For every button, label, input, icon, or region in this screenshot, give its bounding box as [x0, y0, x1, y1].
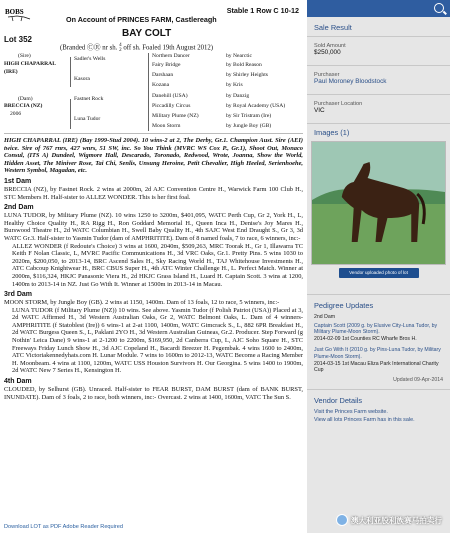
stable-location: Stable 1 Row C 10-12 [226, 6, 299, 15]
third-dam-heading: 3rd Dam [4, 291, 33, 299]
catalogue-header [4, 3, 303, 53]
svg-text:BOBS: BOBS [5, 8, 24, 16]
sidebar [307, 0, 450, 533]
vendor-photo-button[interactable]: Vendor uploaded photo of lot [339, 268, 419, 278]
vendor-account: On Account of PRINCES FARM, Castlereagh [66, 15, 217, 24]
dam-name: BRECCIA (NZ) [4, 103, 43, 109]
pedigree-table: (Sire) HIGH CHAPARRAL (IRE) (Dam) BRECCIA (NZ) 2006 Sadler's Wells Kasora Fastnet Rock Luna Tudor Northern Dancer Fairy Bridge Darshaan Kozana Danehill (USA) Piccadilly Circus Military Plume (NZ) Moon Storm by Nearctic by Bold Reason by Shirley Heights by Kris by Danzig by Royal Academy (USA) by Sir Tristram (Ire) by Jungle Boy (GB) [4, 53, 303, 134]
second-dam-progeny: ALLEZ WONDER (f Redoute's Choice) 3 wins at 1600, 2040m, $509,263, MRC Toorak H., Gr 1, Illawarra TC Keith F Nolan Classic, L, MVRC Pacific Communications H., 3d VRC Oaks, Gr.1. Pretty Pins. 5 wins 1030 to 2020m, $200,050, to 2013-14, BRC Ascend Sales H., Sky Racing World H., TAJ Whitehouse Investments H., ATC Cabcoup Knightwear H., BRC CBUS Super H., 4th ATC Winter Challenge H., L. Perfect Match. Winner at 2000m, $116,324, HKJC Panasonic Viera H., 2d HKJC Grass Island H., Luard H. Captain Scott. 3 wins at 1200, 1400m to 2013-14 in NZ. Just Go With It. Winner at 1500m in 2013-14 in Macau. [12, 242, 303, 288]
second-dam-heading: 2nd Dam [4, 204, 34, 212]
sire-record: HIGH CHAPARRAL (IRE) (Bay 1999-Stud 2004). 10 wins-2 at 2, The Derby, Gr.1. Champion Aust. Sire (AEI) twice. Sire of 767 rnrs, 427 wnrs, 51 SW, inc. So You Think (MVRC WS Cox P., Gr.1), Shoot Out, Monaco Consul, (ITS A) Dundeel, Wigmore Hall, Descarado, Toronado, Redwood, Wrote, Joanna, Show the World, Hidden Asset, The Miniver Rose, Tai Chi, Senlis, Unsung Heroine, Petit Chevalier, High Heeled, Serienhoehe, Western Symbol, Magadan, etc. [4, 137, 303, 175]
update-captain-scott[interactable]: Captain Scott (2009 g. by Elusive City-Luna Tudor, by Military Plume-Moon Storm). [314, 322, 438, 336]
horse-title: BAY COLT [122, 28, 172, 39]
download-pdf-link[interactable]: Download LOT as PDF Adobe Reader Required [4, 524, 127, 530]
second-dam-text: LUNA TUDOR, by Military Plume (NZ). 10 wins 1250 to 3200m, $401,095, WATC Perth Cup, Gr 2, York H., L, Healthy Choice Quality H., RA Rigg H., Ron Goddard Memorial H., Queen Inca H., Denise's Joy Mares H., Burswood Theatre H., 2d WATC Columbian H., Swell Baby Quality H., 4th SAJC West End Draught S., Gr 3, 3d WATC Gr.3. Half-sister to Yasmin Tudor (dam of AMPHRITITE). Dam of 8 named foals, 7 to race, 6 winners, inc:- [4, 212, 303, 242]
search-icon[interactable] [434, 3, 444, 13]
watermark: 澳大利亚股利族赛马拍卖行 [336, 514, 442, 526]
updated-date: Updated 09-Apr-2014 [393, 376, 443, 383]
fourth-dam-text: CLOUDED, by Selhurst (GB). Unraced. Half-sister to FEAR BURST, DAM BURST (dam of BANK BURST, INUNDATE). Dam of 3 foals, 2 to race, both winners, inc:- Overcast. 2 wins at 1400, 1600m, VATC The Sun S. [4, 386, 303, 401]
vendor-lots-link[interactable]: View all lots Princes Farm has in this sale. [314, 416, 415, 423]
sidebar-header-bar [307, 0, 450, 17]
horse-photo-icon [312, 142, 445, 264]
fourth-dam-heading: 4th Dam [4, 378, 32, 386]
first-dam-text: BRECCIA (NZ), by Fastnet Rock. 2 wins at 2000m, 2d AJC Convention Centre H., Warwick Farm 100 Club H., STC Members H. Half-sister to ALLEZ WONDER. This is her first foal. [4, 185, 303, 201]
sire-name: HIGH CHAPARRAL [4, 61, 56, 67]
pedigree-updates-panel: Pedigree Updates 2nd Dam Captain Scott (2009 g. by Elusive City-Luna Tudor, by Military Plume-Moon Storm). 2014-02-09 1st Counties RC Wharfe Bros H. Just Go With It (2010 g. by Pins-Luna Tudor, by Military Plume-Moon Storm). 2014-03-15 1st Macau Eliza Park International Charity Cup Updated 09-Apr-2014 [307, 294, 450, 383]
wechat-icon [336, 514, 348, 526]
third-dam-text: MOON STORM, by Jungle Boy (GB). 2 wins at 1150, 1400m. Dam of 13 foals, 12 to race, 5 winners, inc:- [4, 299, 280, 307]
purchaser-name[interactable]: Paul Moroney Bloodstock [314, 78, 387, 85]
sale-result-title: Sale Result [314, 23, 352, 32]
purchaser-location: VIC [314, 107, 325, 114]
images-panel: Images (1) Vendor uploaded photo of lot [307, 123, 450, 283]
third-dam-progeny: LUNA TUDOR (f Military Plume (NZ)) 10 wins. See above. Yasmin Tudor (f Polish Patriot (USA)) Placed at 3, 2d WATC Affirmed H., 3d Western Australian Oaks, Gr 2, WATC Belmont Oaks, L. Dam of 4 winners- AMPHRITITE (f Statoblest (Ire)) 6 wins-1 at 2-at 1100, 1400m, WATC Gimcrack S., L, 882 6PR Breakfast H., 2d WATC Burgess Queen S., L, Paklani 2YO H., 3d Western Australian Guineas, Gr.2. Producer. Step Forward (g Nothin' Leica Dane) 9 wins-1 at 2-1200 to 2200m, $169,950, 2d Canberra Cup, L, AJC Soho Square H., STC Freeways Friday Lunch Show H., 3d AJC Copeland H., Bacardi Breezer H. Pegembak. 4 wins 1600 to 2400m, ATC Victoriakennedyhats.com H. Lunar Module. 7 wins to 1600m to 2012-13, WATC Become a Racing Member H. Moonbeam. 4 wins at 1100, 1200m, WATC USS Houston Survivors H. Our Georgina. 5 wins 1400 to 1900m, 2d WATC New 7 Series H., Kensington H. [12, 306, 303, 375]
bobs-logo-icon [4, 5, 34, 23]
brand-line: (Branded ⒸⓇ nr sh. 4 2 off sh. Foaled 19th August 2012) [60, 43, 214, 53]
horse-photo[interactable] [311, 141, 446, 265]
first-dam-heading: 1st Dam [4, 177, 32, 185]
sale-result-panel: Sale Result Sold Amount $250,000 Purchaser Paul Moroney Bloodstock Purchaser Location VIC [307, 23, 450, 123]
vendor-website-link[interactable]: Visit the Princes Farm website. [314, 408, 388, 415]
sold-amount: $250,000 [314, 49, 341, 56]
update-just-go-with-it[interactable]: Just Go With It (2010 g. by Pins-Luna Tudor, by Military Plume-Moon Storm). [314, 347, 441, 360]
lot-number: Lot 352 [4, 35, 33, 44]
vendor-details-panel: Vendor Details Visit the Princes Farm website. View all lots Princes Farm has in this sale. [307, 389, 450, 430]
